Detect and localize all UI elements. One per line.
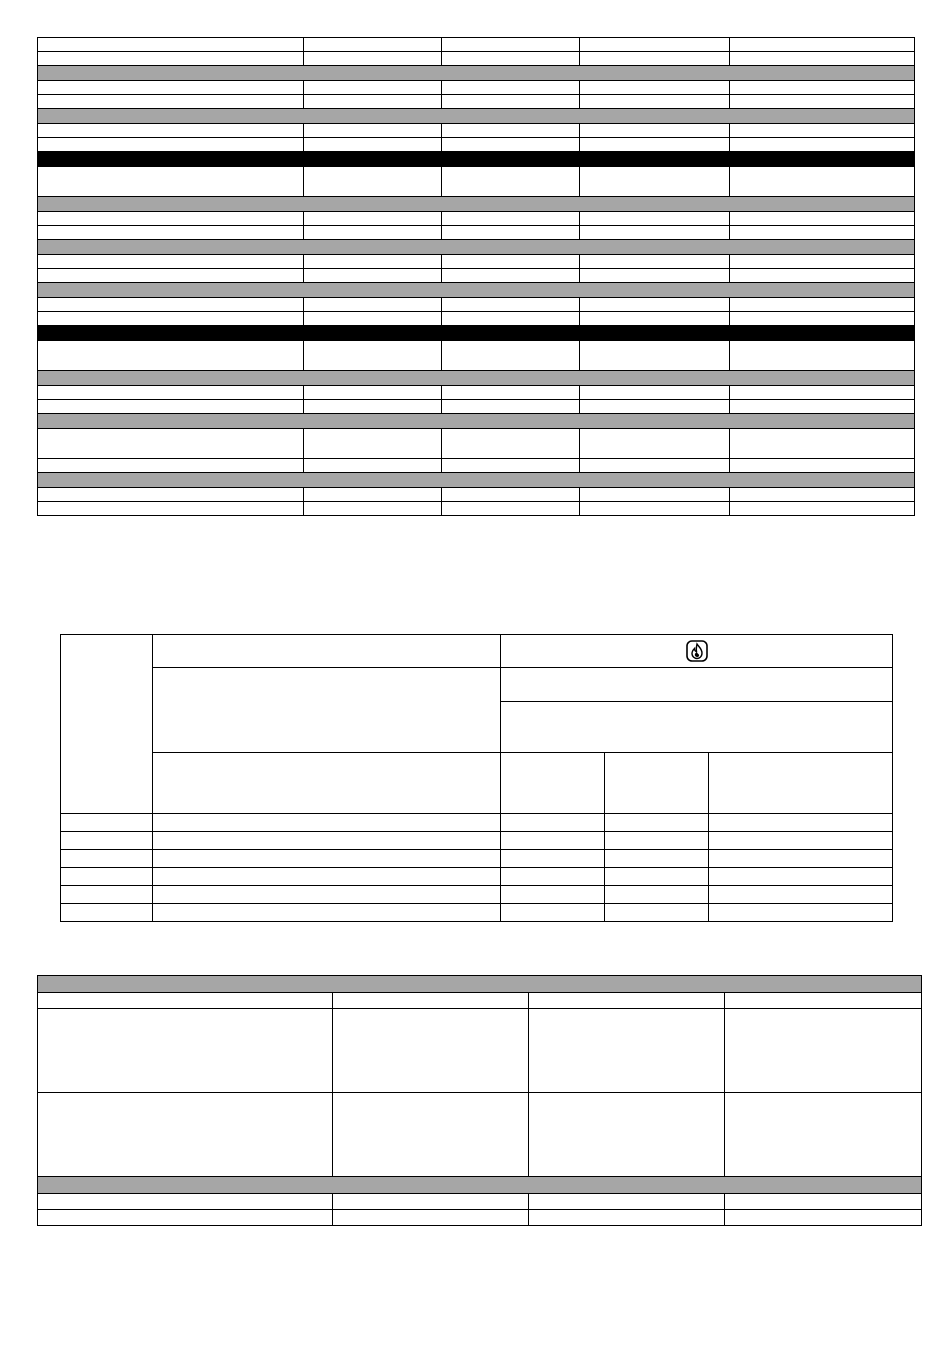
table-cell xyxy=(709,832,893,850)
table-cell xyxy=(580,400,730,414)
table-row xyxy=(38,1210,922,1226)
table-cell xyxy=(153,814,501,832)
table-cell xyxy=(709,850,893,868)
table-row xyxy=(38,81,915,95)
table-cell xyxy=(605,886,709,904)
table-cell xyxy=(304,138,442,152)
table-cell xyxy=(730,429,915,459)
table-cell xyxy=(580,255,730,269)
table-cell xyxy=(38,341,304,371)
section-band-grey xyxy=(38,371,915,386)
table-cell xyxy=(730,386,915,400)
table-cell xyxy=(442,429,580,459)
table-cell xyxy=(730,226,915,240)
section-header-cell xyxy=(38,326,915,341)
table-cell xyxy=(730,298,915,312)
table-cell xyxy=(442,400,580,414)
table-row xyxy=(38,1009,922,1093)
table-cell xyxy=(304,38,442,52)
table-cell xyxy=(304,502,442,516)
table-cell xyxy=(442,138,580,152)
table-cell xyxy=(529,1009,725,1093)
table-cell xyxy=(580,488,730,502)
spec-table-bottom xyxy=(37,975,922,1226)
table-row xyxy=(38,429,915,459)
table-row xyxy=(38,502,915,516)
table-cell xyxy=(580,502,730,516)
table-cell xyxy=(730,488,915,502)
table-cell xyxy=(442,459,580,473)
section-header-cell xyxy=(38,976,922,993)
table-cell xyxy=(730,81,915,95)
table-cell xyxy=(442,38,580,52)
table-row xyxy=(61,868,893,886)
table-cell xyxy=(38,52,304,66)
table-cell xyxy=(442,212,580,226)
table-cell xyxy=(38,298,304,312)
fire-header-left xyxy=(153,635,501,668)
table-cell xyxy=(153,832,501,850)
table-cell xyxy=(442,95,580,109)
table-cell xyxy=(442,226,580,240)
fire-cell-right xyxy=(501,702,893,753)
section-header-cell xyxy=(38,109,915,124)
table-row xyxy=(38,95,915,109)
section-band-black xyxy=(38,326,915,341)
table-cell xyxy=(442,386,580,400)
table-cell xyxy=(333,1009,529,1093)
fire-header-right xyxy=(501,635,893,668)
section-band-grey xyxy=(38,414,915,429)
table-row xyxy=(61,886,893,904)
table-cell xyxy=(304,341,442,371)
table-cell xyxy=(730,138,915,152)
table-row xyxy=(38,226,915,240)
table-cell xyxy=(38,459,304,473)
table-row xyxy=(38,269,915,283)
table-cell xyxy=(61,814,153,832)
table-cell xyxy=(38,1009,333,1093)
table-cell xyxy=(501,868,605,886)
table-row xyxy=(38,124,915,138)
section-header-cell xyxy=(38,473,915,488)
table-cell xyxy=(605,904,709,922)
section-band-grey xyxy=(38,240,915,255)
table-cell xyxy=(38,38,304,52)
section-header-cell xyxy=(38,371,915,386)
table-cell xyxy=(61,850,153,868)
section-band-grey xyxy=(38,473,915,488)
table-cell xyxy=(501,886,605,904)
section-header-cell xyxy=(38,197,915,212)
table-cell xyxy=(605,868,709,886)
table-cell xyxy=(38,312,304,326)
section-band-grey xyxy=(38,109,915,124)
table-cell xyxy=(442,167,580,197)
table-cell xyxy=(730,52,915,66)
table-cell xyxy=(38,255,304,269)
table-cell xyxy=(730,167,915,197)
table-cell xyxy=(333,1210,529,1226)
table-cell xyxy=(730,212,915,226)
table-cell xyxy=(709,868,893,886)
table-cell xyxy=(580,95,730,109)
table-row xyxy=(61,850,893,868)
table-cell xyxy=(709,886,893,904)
table-cell xyxy=(38,167,304,197)
table-row xyxy=(61,832,893,850)
burner-table xyxy=(60,634,893,922)
table-row xyxy=(38,298,915,312)
table-cell xyxy=(442,124,580,138)
table-row xyxy=(38,255,915,269)
table-cell xyxy=(61,832,153,850)
table-row xyxy=(38,138,915,152)
table-cell xyxy=(304,124,442,138)
burner-label-cell xyxy=(61,635,153,814)
table-cell xyxy=(61,868,153,886)
table-cell xyxy=(725,993,922,1009)
table-cell xyxy=(304,95,442,109)
table-cell xyxy=(730,269,915,283)
table-cell xyxy=(38,1210,333,1226)
section-band-grey xyxy=(38,283,915,298)
table-cell xyxy=(501,814,605,832)
table-cell xyxy=(580,429,730,459)
table-cell xyxy=(725,1194,922,1210)
table-cell xyxy=(580,298,730,312)
table-cell xyxy=(61,886,153,904)
table-cell xyxy=(730,38,915,52)
table-cell xyxy=(304,459,442,473)
table-cell xyxy=(61,904,153,922)
table-cell xyxy=(333,993,529,1009)
table-cell xyxy=(38,488,304,502)
table-cell xyxy=(529,1194,725,1210)
table-cell xyxy=(38,502,304,516)
table-cell xyxy=(501,904,605,922)
spec-table-top xyxy=(37,37,915,516)
table-row xyxy=(61,814,893,832)
flame-icon xyxy=(686,640,708,662)
table-cell xyxy=(38,429,304,459)
fire-col-cell xyxy=(605,753,709,814)
table-cell xyxy=(501,832,605,850)
table-row xyxy=(38,52,915,66)
table-cell xyxy=(304,429,442,459)
table-cell xyxy=(605,850,709,868)
table-cell xyxy=(442,81,580,95)
table-cell xyxy=(580,269,730,283)
table-cell xyxy=(304,312,442,326)
table-cell xyxy=(580,167,730,197)
table-cell xyxy=(442,52,580,66)
table-cell xyxy=(730,502,915,516)
table-cell xyxy=(580,341,730,371)
table-cell xyxy=(730,400,915,414)
table-cell xyxy=(529,1210,725,1226)
table-cell xyxy=(304,400,442,414)
table-cell xyxy=(730,459,915,473)
table-row xyxy=(38,459,915,473)
table-row xyxy=(38,212,915,226)
table-cell xyxy=(730,255,915,269)
table-cell xyxy=(580,226,730,240)
fire-cell-left xyxy=(153,753,501,814)
table-cell xyxy=(709,814,893,832)
table-cell xyxy=(304,255,442,269)
table-row xyxy=(38,341,915,371)
fire-cell-left xyxy=(153,668,501,753)
table-cell xyxy=(605,832,709,850)
section-header-cell xyxy=(38,152,915,167)
table-cell xyxy=(304,226,442,240)
table-cell xyxy=(38,138,304,152)
table-cell xyxy=(442,298,580,312)
table-cell xyxy=(304,167,442,197)
fire-cell-right xyxy=(501,668,893,702)
table-cell xyxy=(38,269,304,283)
table-cell xyxy=(38,400,304,414)
table-row xyxy=(38,1093,922,1177)
table-cell xyxy=(501,850,605,868)
table-cell xyxy=(580,38,730,52)
table-cell xyxy=(38,1093,333,1177)
table-cell xyxy=(304,212,442,226)
table-cell xyxy=(709,904,893,922)
section-header-cell xyxy=(38,240,915,255)
section-band-grey xyxy=(38,197,915,212)
table-cell xyxy=(730,312,915,326)
table-row xyxy=(38,488,915,502)
section-band-grey xyxy=(38,1177,922,1194)
table-cell xyxy=(580,52,730,66)
table-cell xyxy=(725,1210,922,1226)
table-cell xyxy=(38,1194,333,1210)
section-band-grey xyxy=(38,976,922,993)
table-cell xyxy=(304,81,442,95)
section-header-cell xyxy=(38,66,915,81)
table-cell xyxy=(725,1009,922,1093)
table-cell xyxy=(153,886,501,904)
table-cell xyxy=(38,212,304,226)
table-cell xyxy=(580,138,730,152)
table-cell xyxy=(442,488,580,502)
table-cell xyxy=(333,1194,529,1210)
table-cell xyxy=(304,269,442,283)
table-row xyxy=(38,1194,922,1210)
table-cell xyxy=(333,1093,529,1177)
table-cell xyxy=(153,850,501,868)
table-cell xyxy=(730,95,915,109)
table-row xyxy=(38,312,915,326)
table-cell xyxy=(38,226,304,240)
table-cell xyxy=(580,124,730,138)
table-row xyxy=(38,400,915,414)
fire-col-cell xyxy=(709,753,893,814)
table-cell xyxy=(580,212,730,226)
table-row xyxy=(38,167,915,197)
table-row xyxy=(38,993,922,1009)
table-cell xyxy=(304,298,442,312)
table-cell xyxy=(38,95,304,109)
table-cell xyxy=(304,52,442,66)
table-cell xyxy=(304,488,442,502)
table-cell xyxy=(153,868,501,886)
table-cell xyxy=(529,993,725,1009)
table-cell xyxy=(580,81,730,95)
table-row xyxy=(38,386,915,400)
table-row xyxy=(61,904,893,922)
section-header-cell xyxy=(38,414,915,429)
table-cell xyxy=(38,993,333,1009)
table-cell xyxy=(580,459,730,473)
table-cell xyxy=(442,269,580,283)
section-band-black xyxy=(38,152,915,167)
table-row xyxy=(38,38,915,52)
table-cell xyxy=(38,81,304,95)
table-cell xyxy=(153,904,501,922)
table-cell xyxy=(38,386,304,400)
table-cell xyxy=(605,814,709,832)
table-cell xyxy=(442,312,580,326)
table-cell xyxy=(529,1093,725,1177)
table-cell xyxy=(580,386,730,400)
table-cell xyxy=(442,341,580,371)
table-cell xyxy=(304,386,442,400)
table-cell xyxy=(38,124,304,138)
section-band-grey xyxy=(38,66,915,81)
section-header-cell xyxy=(38,1177,922,1194)
fire-col-cell xyxy=(501,753,605,814)
table-cell xyxy=(730,124,915,138)
table-cell xyxy=(725,1093,922,1177)
section-header-cell xyxy=(38,283,915,298)
table-cell xyxy=(442,502,580,516)
table-cell xyxy=(730,341,915,371)
table-cell xyxy=(580,312,730,326)
table-cell xyxy=(442,255,580,269)
